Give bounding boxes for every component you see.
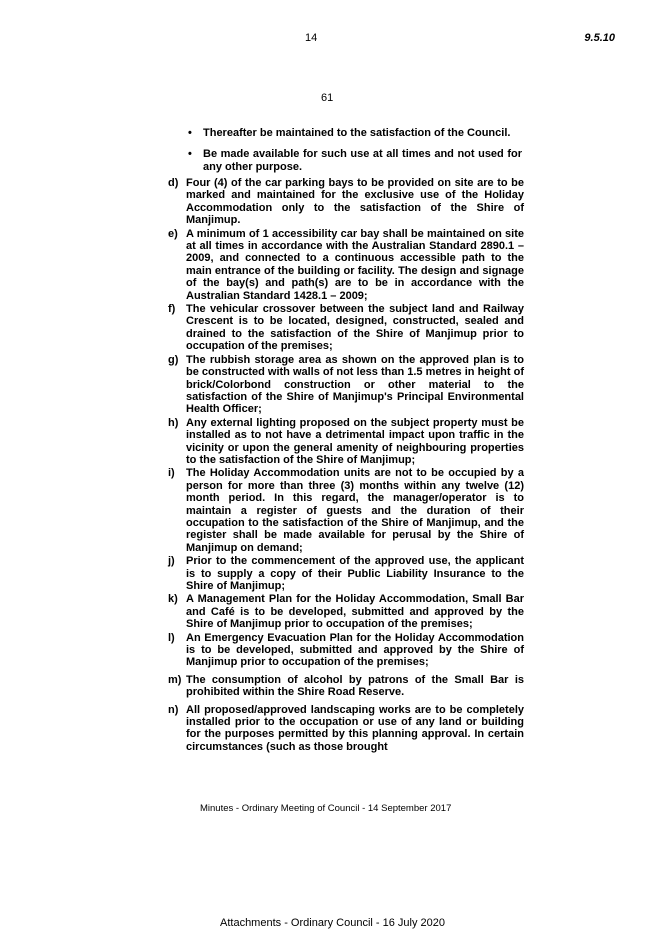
- bullet-icon: •: [188, 127, 192, 139]
- condition-label: d): [168, 177, 179, 189]
- bullet-list: [188, 127, 522, 182]
- conditions-list: [168, 177, 524, 754]
- condition-text: The vehicular crossover between the subject land and Railway Crescent is to be located, designed, constructed, sealed and drained to the satisfaction of the Shire of Manjimup prior to occupation of the premises;: [186, 303, 524, 353]
- condition-label: e): [168, 227, 178, 240]
- condition-item: [168, 303, 524, 353]
- bullet-icon: •: [188, 148, 192, 160]
- condition-label: h): [168, 416, 179, 429]
- condition-item: [168, 674, 524, 699]
- condition-label: l): [168, 631, 175, 644]
- condition-text: The Holiday Accommodation units are not to be occupied by a person for more than three (3) months within any twelve (12) month period. In this regard, the manager/operator is to maintain a register of guests and the duration of their occupation to the satisfaction of the Shire of Manjimup, and the register shall be made available for perusal by the Shire of Manjimup on demand;: [186, 467, 524, 554]
- condition-text: Prior to the commencement of the approved use, the applicant is to supply a copy of their Public Liability Insurance to the Shire of Manjimup;: [186, 555, 524, 592]
- condition-label: f): [168, 303, 176, 316]
- condition-text: An Emergency Evacuation Plan for the Holiday Accommodation is to be developed, submitted and approved by the Shire of Manjimup prior to occupation of the premises;: [186, 631, 524, 669]
- inner-page-number: 61: [321, 92, 334, 104]
- condition-text: The consumption of alcohol by patrons of the Small Bar is prohibited within the Shire Road Reserve.: [186, 673, 524, 699]
- condition-item: [168, 354, 524, 416]
- condition-item: [168, 177, 524, 227]
- condition-text: A Management Plan for the Holiday Accommodation, Small Bar and Café is to be developed, submitted and approved by the Shire of Manjimup prior to occupation of the premises;: [186, 593, 524, 631]
- condition-item: [168, 467, 524, 554]
- condition-item: [168, 704, 524, 754]
- bullet-item: [188, 148, 522, 174]
- condition-label: m): [168, 673, 182, 686]
- condition-item: [168, 593, 524, 630]
- condition-item: [168, 417, 524, 467]
- attachments-footer: Attachments - Ordinary Council - 16 July 2020: [220, 917, 445, 929]
- bullet-text: Thereafter be maintained to the satisfaction of the Council.: [203, 127, 511, 139]
- condition-label: i): [168, 467, 175, 480]
- condition-item: [168, 228, 524, 302]
- condition-label: j): [168, 555, 175, 568]
- agenda-reference: 9.5.10: [584, 32, 615, 44]
- condition-item: [168, 555, 524, 592]
- condition-label: n): [168, 703, 179, 716]
- condition-label: g): [168, 353, 179, 366]
- bullet-item: [188, 127, 522, 140]
- condition-text: Any external lighting proposed on the subject property must be installed as to not have a detrimental impact upon traffic in the vicinity or upon the general amenity of neighbouring properties to the satisfaction of the Shire of Manjimup;: [186, 416, 524, 466]
- condition-item: [168, 632, 524, 669]
- condition-label: k): [168, 593, 178, 606]
- condition-text: A minimum of 1 accessibility car bay shall be maintained on site at all times in accordance with the Australian Standard 2890.1 –2009, and connected to a continuous accessible path to the main entrance of the building or facility. The design and signage of the bay(s) and path(s) are to be in accordance with the Australian Standard 1428.1 – 2009;: [186, 227, 524, 302]
- condition-text: Four (4) of the car parking bays to be provided on site are to be marked and maintained for the exclusive use of the Holiday Accommodation only to the satisfaction of the Shire of Manjimup.: [186, 177, 524, 227]
- condition-text: The rubbish storage area as shown on the approved plan is to be constructed with walls of not less than 1.5 metres in height of brick/Colorbond construction or other material to the satisfaction of the Shire of Manjimup's Principal Environmental Health Officer;: [186, 353, 524, 416]
- condition-text: All proposed/approved landscaping works are to be completely installed prior to the occupation or use of any land or building for the purposes permitted by this planning approval. In certain circumstances (such as those brought: [186, 703, 524, 753]
- page-number: 14: [305, 32, 318, 44]
- bullet-text: Be made available for such use at all times and not used for any other purpose.: [203, 148, 522, 173]
- minutes-footer: Minutes - Ordinary Meeting of Council - 14 September 2017: [200, 803, 452, 814]
